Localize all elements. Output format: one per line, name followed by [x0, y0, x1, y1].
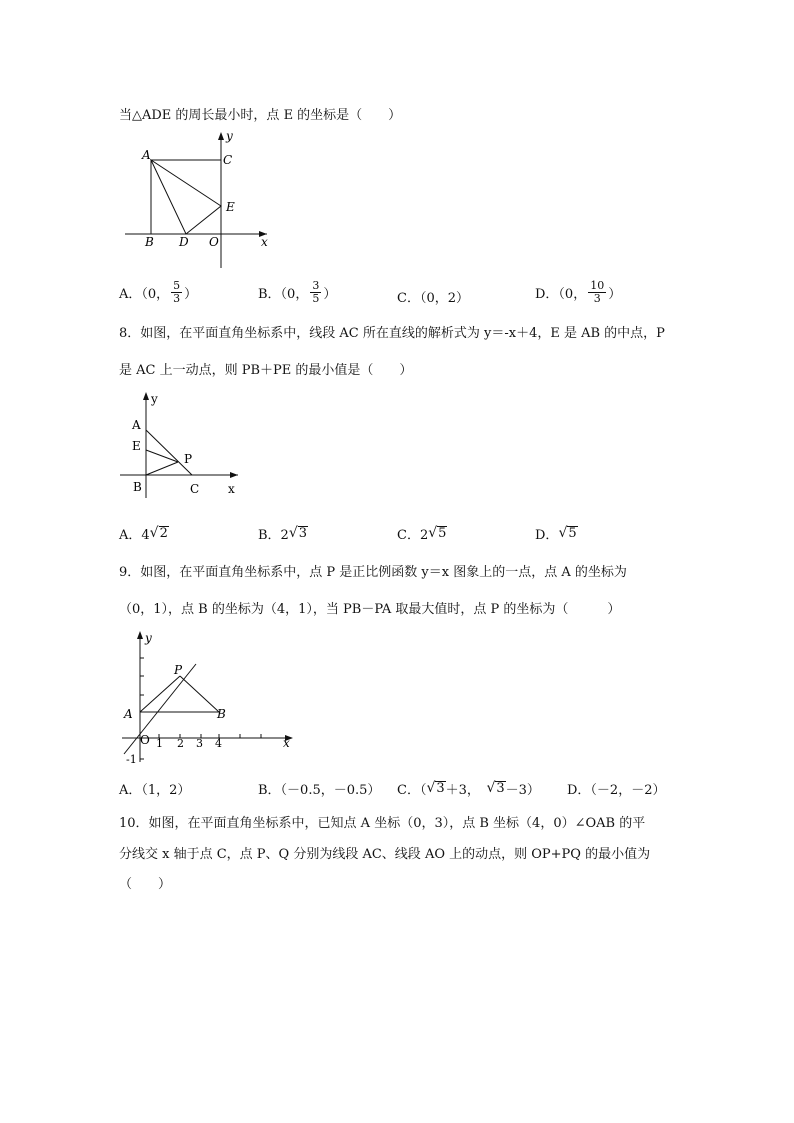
q7-option-a[interactable] — [119, 280, 197, 305]
q8-line2: 是 AC 上一动点，则 PB＋PE 的最小值是（ ） — [119, 363, 413, 378]
q8-option-d-label: D． — [535, 528, 559, 543]
q8-label-P: P — [184, 452, 193, 466]
q9-tick-neg1: -1 — [126, 753, 137, 766]
q8-option-c-sqrt: √ 5 — [428, 525, 447, 541]
q7-stem: 当△ADE 的周长最小时，点 E 的坐标是（ ） — [119, 108, 402, 123]
q8-line1: 8．如图，在平面直角坐标系中，线段 AC 所在直线的解析式为 y＝-x＋4，E 是 AB 的中点，P — [119, 326, 665, 341]
q9-label-B: B — [217, 707, 226, 721]
q8-option-d-sqrt: √ 5 — [558, 525, 577, 541]
q8-label-y: y — [151, 392, 158, 406]
q7-option-d[interactable] — [535, 280, 621, 305]
q9-label-x: x — [283, 736, 290, 750]
q8-figure — [120, 388, 250, 503]
q7-option-b-den: 5 — [312, 292, 320, 305]
q9-label-y: y — [145, 631, 152, 645]
q9-option-a[interactable] — [119, 779, 190, 798]
q7-option-b-tail: ） — [323, 287, 337, 302]
q8-option-b-sqrt: √ 3 — [288, 525, 308, 541]
q9-label-O: O — [140, 733, 150, 747]
q7-label-y: y — [226, 129, 233, 143]
q7-label-x: x — [261, 235, 268, 249]
q9-tick-3: 3 — [196, 737, 203, 750]
q9-option-c-label: C．（ — [397, 783, 427, 798]
q8-option-b[interactable] — [258, 524, 308, 543]
q9-option-c-rad2: 3 — [496, 781, 505, 796]
q9-option-b-label: B．（－0.5，－0.5） — [258, 783, 381, 798]
q9-option-d[interactable] — [567, 779, 665, 798]
q9-option-c-tail: －3） — [505, 783, 540, 798]
q7-option-d-tail: ） — [608, 287, 622, 302]
q7-option-a-num: 5 — [173, 279, 181, 292]
q8-option-d-rad: 5 — [568, 526, 577, 541]
q8-label-C: C — [190, 482, 200, 496]
q9-option-c[interactable] — [397, 779, 540, 798]
q7-option-d-frac — [588, 280, 606, 305]
q9-tick-4: 4 — [215, 737, 222, 750]
q10-line1: 10．如图，在平面直角坐标系中，已知点 A 坐标（0，3），点 B 坐标（4，0）∠OAB 的平 — [119, 816, 646, 831]
q8-label-E: E — [132, 439, 141, 453]
q7-option-b-label: B．（0， — [258, 287, 309, 302]
q8-option-c[interactable] — [397, 524, 447, 543]
q7-label-A: A — [142, 148, 151, 162]
q8-option-d[interactable] — [535, 524, 578, 543]
q8-option-c-rad: 5 — [438, 526, 447, 541]
q8-option-a-label: A．4 — [119, 528, 150, 543]
q10-line2: 分线交 x 轴于点 C，点 P、Q 分别为线段 AC、线段 AO 上的动点，则 OP+PQ 的最小值为 — [119, 847, 651, 862]
q7-option-d-den: 3 — [593, 292, 601, 305]
q7-label-E: E — [226, 200, 235, 214]
q8-option-b-rad: 3 — [298, 526, 308, 541]
q9-options — [119, 779, 679, 813]
q7-option-a-label: A．（0， — [119, 287, 170, 302]
q7-option-c[interactable] — [397, 287, 469, 306]
q8-label-A: A — [132, 418, 141, 432]
q9-option-c-sqrt1: √ 3 — [426, 780, 445, 796]
q9-option-d-label: D．（－2，－2） — [567, 783, 666, 798]
q9-tick-1: 1 — [156, 737, 163, 750]
q7-option-b-num: 3 — [312, 279, 320, 292]
q7-label-C: C — [223, 153, 233, 167]
q7-option-a-tail: ） — [184, 287, 198, 302]
q7-option-d-num: 10 — [590, 279, 605, 292]
q8-options — [119, 524, 679, 558]
q7-option-b[interactable] — [258, 280, 336, 305]
q7-label-O: O — [209, 235, 219, 249]
q9-line2: （0，1），点 B 的坐标为（4，1），当 PB－PA 取最大值时，点 P 的坐标为（ ） — [119, 602, 621, 617]
q9-tick-2: 2 — [177, 737, 184, 750]
q7-figure — [125, 128, 275, 273]
q8-option-a[interactable] — [119, 524, 169, 543]
q9-figure — [118, 626, 298, 768]
q7-option-c-label: C．（0，2） — [397, 291, 469, 306]
q9-option-c-rad1: 3 — [436, 781, 445, 796]
q10-line3: （ ） — [119, 877, 172, 892]
q9-label-A: A — [124, 707, 133, 721]
q8-label-B: B — [133, 480, 142, 494]
q9-line1: 9．如图，在平面直角坐标系中，点 P 是正比例函数 y＝x 图象上的一点，点 A 的坐标为 — [119, 565, 627, 580]
q9-label-P: P — [174, 663, 183, 677]
q7-options — [119, 280, 679, 314]
q7-label-B: B — [145, 235, 154, 249]
q7-option-a-frac — [171, 280, 182, 305]
q9-option-b[interactable] — [258, 779, 380, 798]
q8-label-x: x — [228, 482, 235, 496]
q7-option-b-frac — [310, 280, 321, 305]
q8-option-a-sqrt: √ 2 — [149, 525, 168, 541]
q7-label-D: D — [179, 235, 189, 249]
q8-option-c-label: C．2 — [397, 528, 429, 543]
q7-option-d-label: D．（0， — [535, 287, 587, 302]
q8-option-a-rad: 2 — [159, 526, 168, 541]
q9-option-c-mid: ＋3， — [445, 783, 487, 798]
q8-option-b-label: B．2 — [258, 528, 289, 543]
q9-option-a-label: A．（1，2） — [119, 783, 191, 798]
q7-option-a-den: 3 — [173, 292, 181, 305]
q9-option-c-sqrt2: √ 3 — [486, 780, 505, 796]
